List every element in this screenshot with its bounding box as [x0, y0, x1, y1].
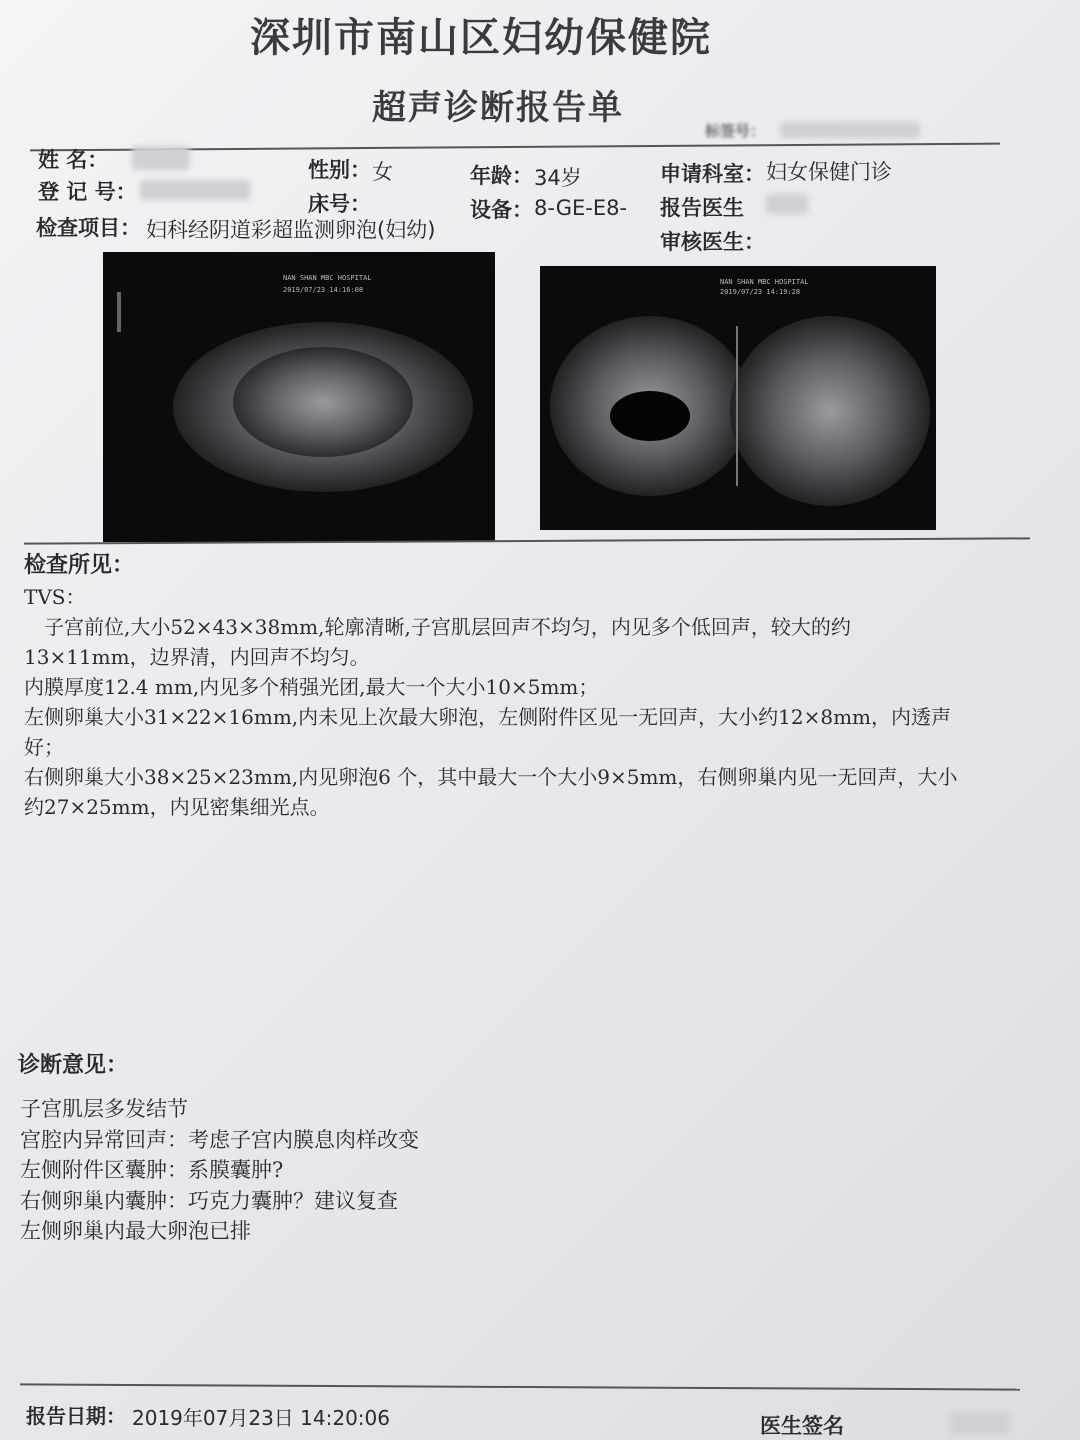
signature-redacted	[950, 1412, 1010, 1434]
record-no-redacted	[780, 122, 920, 138]
findings-line: 13×11mm，边界清，内回声不均匀。	[24, 645, 370, 669]
reg-redacted	[140, 180, 250, 200]
review-doctor-label: 审核医生：	[660, 230, 765, 254]
bed-label: 床号：	[308, 192, 371, 216]
findings-line: 约27×25mm，内见密集细光点。	[24, 795, 330, 819]
ultrasound-scan-area-b	[730, 316, 930, 506]
findings-line: TVS：	[24, 585, 86, 609]
report-title: 超声诊断报告单	[372, 88, 624, 128]
diagnosis-heading: 诊断意见：	[18, 1053, 129, 1078]
ultrasound-image-right: NAN SHAN MBC HOSPITAL 2019/07/23 14:19:28	[540, 266, 936, 530]
age-value: 34岁	[534, 166, 582, 190]
findings-line: 内膜厚度12.4 mm,内见多个稍强光团,最大一个大小10×5mm；	[24, 675, 599, 699]
image-split-line	[736, 326, 738, 486]
diagnosis-line: 右侧卵巢内囊肿：巧克力囊肿？建议复查	[20, 1188, 398, 1213]
diagnosis-line: 宫腔内异常回声：考虑子宫内膜息肉样改变	[20, 1127, 419, 1152]
report-doctor-redacted	[766, 194, 808, 214]
findings-line: 左侧卵巢大小31×22×16mm,内未见上次最大卵泡，左侧附件区见一无回声，大小约12×8mm，内透声	[24, 705, 952, 729]
dept-label: 申请科室：	[660, 162, 765, 186]
diagnosis-line: 左侧附件区囊肿：系膜囊肿?	[20, 1158, 284, 1182]
report-date-label: 报告日期：	[26, 1404, 126, 1428]
doctor-signature-label: 医生签名	[760, 1414, 844, 1438]
findings-heading: 检查所见：	[24, 553, 135, 578]
findings-text	[24, 582, 957, 822]
age-label: 年龄：	[470, 164, 533, 188]
diagnosis-line: 左侧卵巢内最大卵泡已排	[20, 1219, 251, 1243]
hospital-name: 深圳市南山区妇幼保健院	[250, 15, 712, 61]
name-redacted	[132, 146, 190, 170]
findings-line: 子宫前位,大小52×43×38mm,轮廓清晰,子宫肌层回声不均匀，内见多个低回声，较大的约	[24, 615, 851, 639]
ultrasound-dark-region	[610, 391, 690, 441]
gender-label: 性别：	[308, 158, 371, 182]
diagnosis-line: 子宫肌层多发结节	[20, 1097, 188, 1121]
device-label: 设备：	[470, 198, 533, 222]
findings-line: 右侧卵巢大小38×25×23mm,内见卵泡6 个，其中最大一个大小9×5mm，右侧卵巢内见一无回声，大小	[24, 765, 958, 789]
dept-value: 妇女保健门诊	[766, 160, 892, 184]
gender-value: 女	[372, 160, 393, 184]
device-value: 8-GE-E8-	[534, 196, 628, 220]
record-no-label: 标签号：	[705, 122, 766, 140]
findings-line: 好；	[24, 735, 64, 759]
report-date-value: 2019年07月23日 14:20:06	[132, 1406, 390, 1430]
footer-divider	[20, 1383, 1020, 1390]
exam-value: 妇科经阴道彩超监测卵泡(妇幼)	[146, 218, 436, 242]
scale-bar	[117, 292, 121, 332]
ultrasound-image-left: NAN SHAN MBC HOSPITAL 2019/07/23 14:16:08	[103, 252, 495, 542]
exam-label: 检查项目：	[36, 216, 141, 240]
diagnosis-text	[20, 1094, 419, 1247]
report-doctor-label: 报告医生	[660, 196, 744, 220]
name-label: 姓 名：	[38, 148, 109, 172]
ultrasound-scan-highlight	[233, 347, 413, 457]
reg-label: 登 记 号：	[38, 180, 137, 204]
